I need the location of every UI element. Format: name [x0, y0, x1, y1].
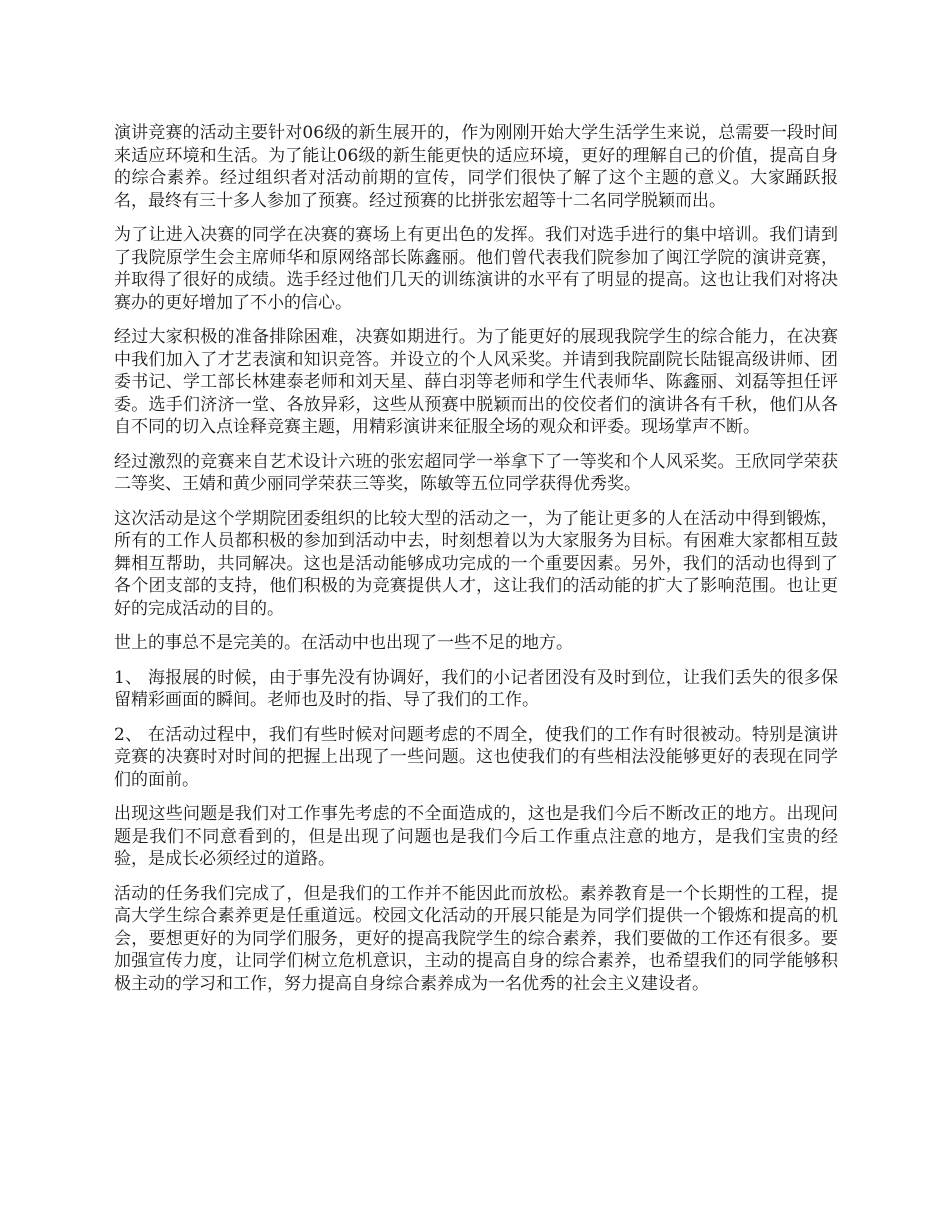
paragraph-issue-1: 1、 海报展的时候，由于事先没有协调好，我们的小记者团没有及时到位，让我们丢失的很多保留精彩画面的瞬间。老师也及时的指、导了我们的工作。	[114, 667, 838, 710]
paragraph-training: 为了让进入决赛的同学在决赛的赛场上有更出色的发挥。我们对选手进行的集中培训。我们请到了我院原学生会主席师华和原网络部长陈鑫丽。他们曾代表我们院参加了闽江学院的演讲竞赛，并取得了很好的成绩。选手经过他们几天的训练演讲的水平有了明显的提高。这也让我们对将决赛办的更好增加了不小的信心。	[114, 225, 838, 313]
paragraph-finals: 经过大家积极的准备排除困难，决赛如期进行。为了能更好的展现我院学生的综合能力，在决赛中我们加入了才艺表演和知识竞答。并设立的个人风采奖。并请到我院副院长陆锟高级讲师、团委书记、学工部长林建泰老师和刘天星、薛白羽等老师和学生代表师华、陈鑫丽、刘磊等担任评委。选手们济济一堂、各放异彩，这些从预赛中脱颖而出的佼佼者们的演讲各有千秋，他们从各自不同的切入点诠释竞赛主题，用精彩演讲来征服全场的观众和评委。现场掌声不断。	[114, 327, 838, 437]
paragraph-intro: 演讲竞赛的活动主要针对06级的新生展开的，作为刚刚开始大学生活学生来说，总需要一段时间来适应环境和生活。为了能让06级的新生能更快的适应环境，更好的理解自己的价值，提高自身的综合素养。经过组织者对活动前期的宣传，同学们很快了解了这个主题的意义。大家踊跃报名，最终有三十多人参加了预赛。经过预赛的比拼张宏超等十二名同学脱颖而出。	[114, 123, 838, 211]
document-page	[114, 122, 838, 1007]
paragraph-lessons: 出现这些问题是我们对工作事先考虑的不全面造成的，这也是我们今后不断改正的地方。出现问题是我们不同意看到的，但是出现了问题也是我们今后工作重点注意的地方，是我们宝贵的经验，是成长必须经过的道路。	[114, 804, 838, 869]
paragraph-conclusion: 活动的任务我们完成了，但是我们的工作并不能因此而放松。素养教育是一个长期性的工程，提高大学生综合素养更是任重道远。校园文化活动的开展只能是为同学们提供一个锻炼和提高的机会，要想更好的为同学们服务，更好的提高我院学生的综合素养，我们要做的工作还有很多。要加强宣传力度，让同学们树立危机意识，主动的提高自身的综合素养，也希望我们的同学能够积极主动的学习和工作，努力提高自身综合素养成为一名优秀的社会主义建设者。	[114, 883, 838, 994]
paragraph-teamwork: 这次活动是这个学期院团委组织的比较大型的活动之一，为了能让更多的人在活动中得到锻炼，所有的工作人员都积极的参加到活动中去，时刻想着以为大家服务为目标。有困难大家都相互鼓舞相互帮助，共同解决。这也是活动能够成功完成的一个重要因素。另外，我们的活动也得到了各个团支部的支持，他们积极的为竞赛提供人才，这让我们的活动能的扩大了影响范围。也让更好的完成活动的目的。	[114, 508, 838, 619]
paragraph-issue-2: 2、 在活动过程中，我们有些时候对问题考虑的不周全，使我们的工作有时很被动。特别是演讲竞赛的决赛时对时间的把握上出现了一些问题。这也使我们的有些相法没能够更好的表现在同学们的面前。	[114, 724, 838, 790]
paragraph-awards: 经过激烈的竞赛来自艺术设计六班的张宏超同学一举拿下了一等奖和个人风采奖。王欣同学荣获二等奖、王婧和黄少丽同学荣获三等奖，陈敏等五位同学获得优秀奖。	[114, 451, 838, 494]
paragraph-shortcomings: 世上的事总不是完美的。在活动中也出现了一些不足的地方。	[114, 633, 573, 653]
